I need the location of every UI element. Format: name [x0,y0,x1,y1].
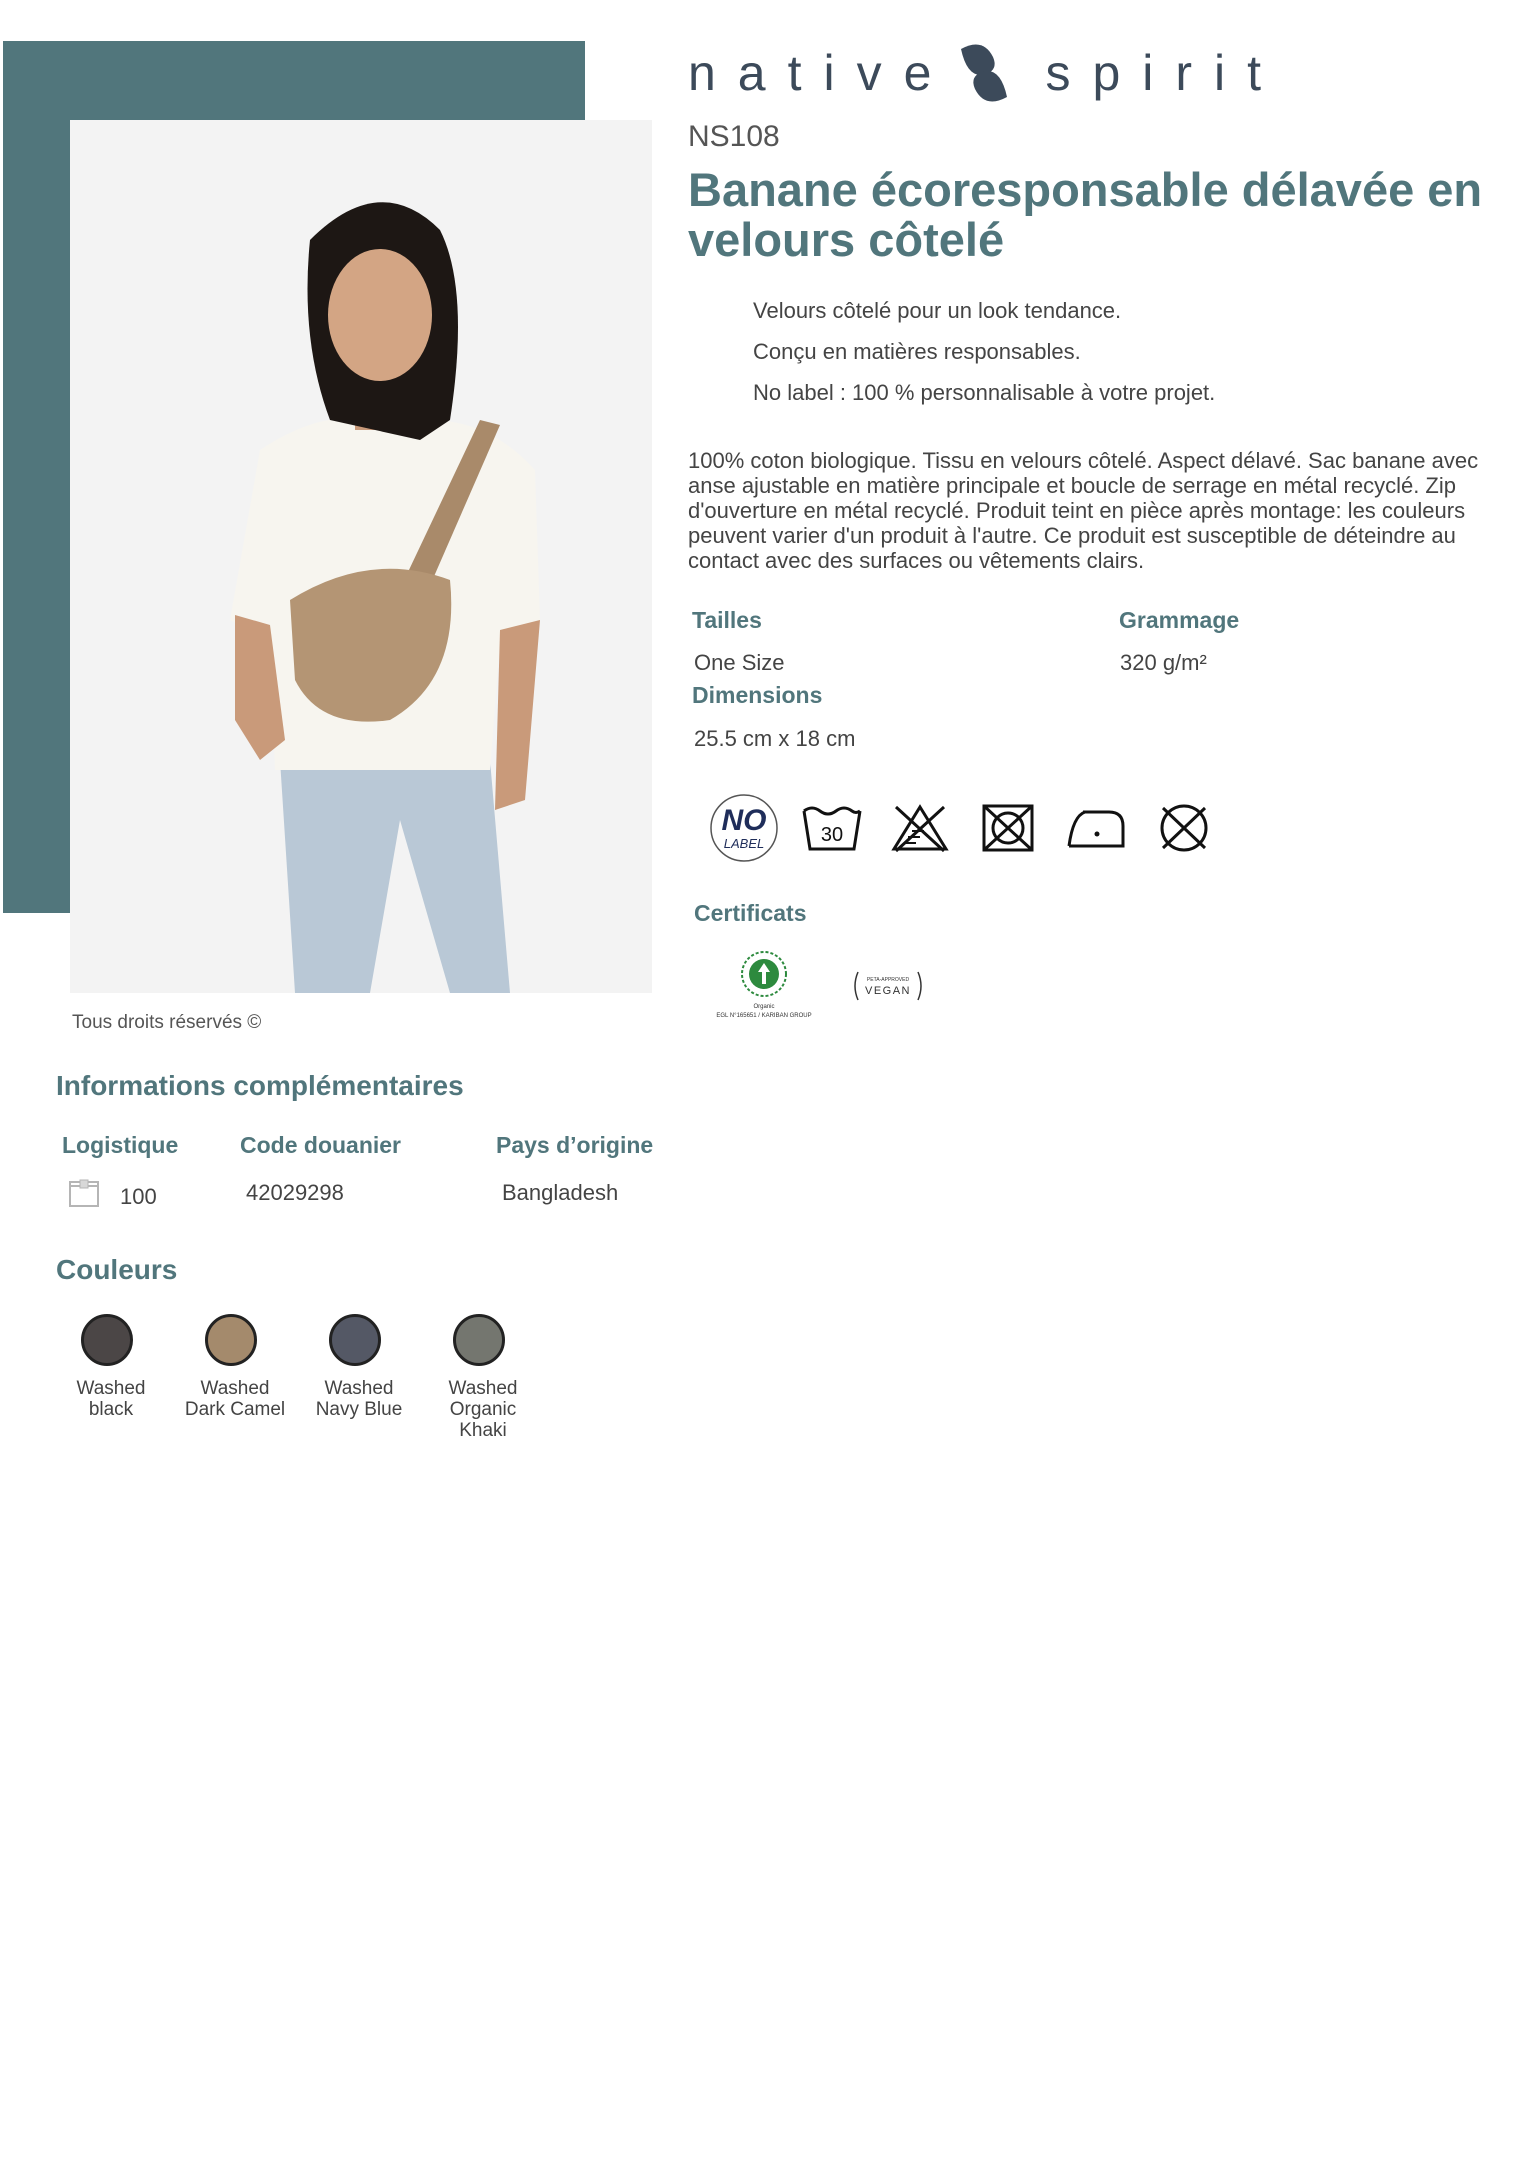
product-highlights [753,296,1215,419]
certificates-label: Certificats [694,900,807,926]
no-label-icon [700,792,788,864]
color-name-line: Washed [200,1378,270,1399]
product-photo [70,120,652,993]
origin-label: Pays d’origine [496,1132,654,1158]
gots-caption-1: Organic [753,1004,775,1010]
highlight-item: Velours côtelé pour un look tendance. [753,298,1122,323]
logistics-label: Logistique [62,1132,179,1158]
sizes-label: Tailles [692,607,762,633]
color-swatch-washed-navy-blue[interactable] [329,1314,381,1366]
highlight-item: Conçu en matières responsables. [753,339,1081,364]
brand-word-left: native [688,45,954,101]
colors-heading: Couleurs [56,1254,178,1285]
color-name-line: Washed [448,1378,518,1399]
color-name-line: Dark Camel [184,1399,286,1420]
customs-label: Code douanier [240,1132,402,1158]
color-label-washed-black [56,1378,166,1420]
iron-low-icon [1052,792,1140,864]
highlight-item: No label : 100 % personnalisable à votre projet. [753,380,1216,405]
origin-value: Bangladesh [502,1180,619,1205]
weight-value: 320 g/m² [1120,650,1207,675]
gots-caption-2: EGL N°165651 / KARIBAN GROUP [716,1013,812,1019]
weight-label: Grammage [1119,607,1240,633]
photo-credit: Tous droits réservés © [72,1012,262,1033]
dimensions-label: Dimensions [692,682,823,708]
color-name-line: Washed [76,1378,146,1399]
color-name-line: Organic [449,1399,517,1420]
color-swatch-washed-organic-khaki[interactable] [453,1314,505,1366]
color-label-washed-organic-khaki [428,1378,538,1441]
no-tumble-dry-icon [964,792,1052,864]
brand-word-right: spirit [1045,45,1284,101]
wash-temp-text: 30 [820,824,844,846]
product-reference: NS108 [688,120,780,153]
product-description: 100% coton biologique. Tissu en velours côtelé. Aspect délavé. Sac banane avec anse ajustable en matière principale et boucle de serrage en métal recyclé. Zip d'ouverture en métal recyclé. Produit teint en pièce après montage: les couleurs peuvent varier d'un produit à l'autre. Ce produit est susceptible de déteindre au contact avec des surfaces ou vêtements clairs. [688,448,1479,573]
box-icon [68,1178,100,1208]
color-label-washed-dark-camel [180,1378,290,1420]
customs-value: 42029298 [246,1180,344,1205]
logistics-value: 100 [120,1184,157,1209]
color-swatch-washed-black[interactable] [81,1314,133,1366]
leaf-swirl-logo-icon [953,39,1015,107]
care-icons [700,792,1228,864]
additional-info-heading: Informations complémentaires [56,1070,464,1101]
color-name-line: Washed [324,1378,394,1399]
product-title: Banane écoresponsable délavée en velours côtelé [688,163,1483,266]
vegan-certificate [850,970,926,1002]
vegan-top-text: PETA-APPROVED [866,977,910,983]
dimensions-value: 25.5 cm x 18 cm [694,726,856,751]
brand-logo [688,38,1283,108]
no-label-top-text: NO [721,804,767,837]
no-bleach-icon [876,792,964,864]
wash-30-icon [788,792,876,864]
color-name-line: black [88,1399,134,1420]
gots-certificate [700,948,828,1020]
color-label-washed-navy-blue [304,1378,414,1420]
no-dry-clean-icon [1140,792,1228,864]
sizes-value: One Size [694,650,785,675]
no-label-bottom-text: LABEL [723,836,765,851]
color-name-line: Navy Blue [315,1399,403,1420]
color-name-line: Khaki [459,1420,507,1441]
vegan-text: VEGAN [864,985,912,997]
color-swatch-washed-dark-camel[interactable] [205,1314,257,1366]
